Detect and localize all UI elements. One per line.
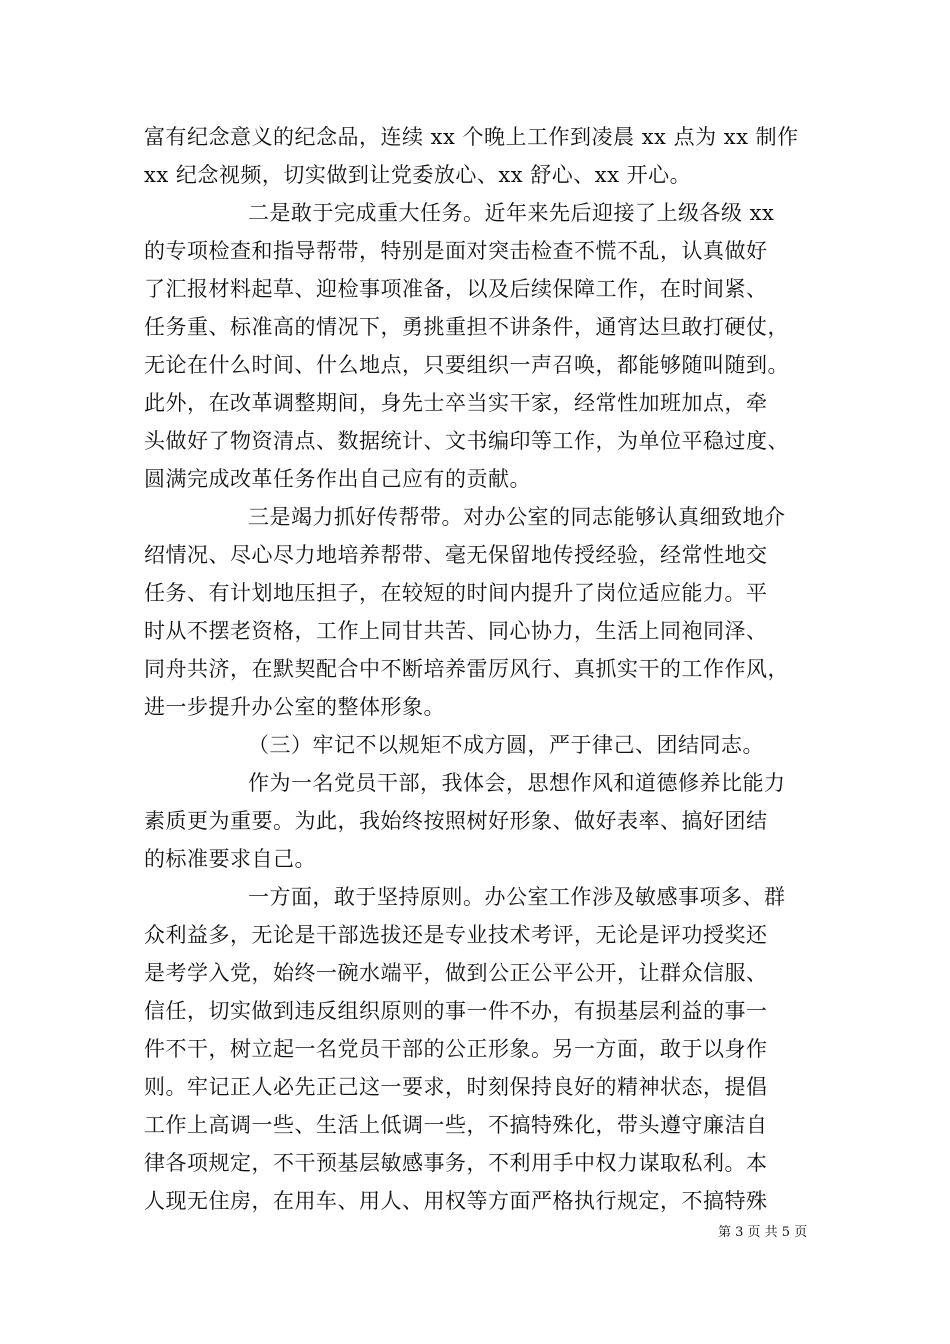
text-line: 件不干，树立起一名党员干部的公正形象。另一方面，敢于以身作 [144,1037,768,1061]
text-line: 素质更为重要。为此，我始终按照树好形象、做好表率、搞好团结 [144,809,768,833]
text-line: 任务重、标准高的情况下，勇挑重担不讲条件，通宵达旦敢打硬仗， [144,315,789,339]
text-line: 进一步提升办公室的整体形象。 [144,695,445,719]
text-line: 作为一名党员干部，我体会，思想作风和道德修养比能力 [248,771,786,795]
text-line: 富有纪念意义的纪念品，连续 xx 个晚上工作到凌晨 xx 点为 xx 制作 [144,125,799,149]
text-line: 是考学入党，始终一碗水端平，做到公正公平公开，让群众信服、 [144,961,768,985]
text-line: 同舟共济，在默契配合中不断培养雷厉风行、真抓实干的工作作风， [144,657,789,681]
text-line: 的专项检查和指导帮带，特别是面对突击检查不慌不乱，认真做好 [144,239,768,263]
text-line: 头做好了物资清点、数据统计、文书编印等工作，为单位平稳过度、 [144,429,789,453]
text-line: xx 纪念视频，切实做到让党委放心、xx 舒心、xx 开心。 [144,163,692,187]
text-line: 此外，在改革调整期间，身先士卒当实干家，经常性加班加点，牵 [144,391,768,415]
text-line: 任务、有计划地压担子，在较短的时间内提升了岗位适应能力。平 [144,581,768,605]
text-line: 律各项规定，不干预基层敏感事务，不利用手中权力谋取私利。本 [144,1151,768,1175]
text-line: 了汇报材料起草、迎检事项准备，以及后续保障工作，在时间紧、 [144,277,768,301]
text-line: 则。牢记正人必先正己这一要求，时刻保持良好的精神状态，提倡 [144,1075,768,1099]
text-line: 信任，切实做到违反组织原则的事一件不办，有损基层利益的事一 [144,999,768,1023]
text-line: 绍情况、尽心尽力地培养帮带、毫无保留地传授经验，经常性地交 [144,543,768,567]
section-heading: （三）牢记不以规矩不成方圆，严于律己、团结同志。 [248,733,764,757]
page-number: 第 3 页 共 5 页 [718,1225,808,1240]
text-line: 时从不摆老资格，工作上同甘共苦、同心协力，生活上同袍同泽、 [144,619,768,643]
text-line: 一方面，敢于坚持原则。办公室工作涉及敏感事项多、群 [248,885,786,909]
text-line: 圆满完成改革任务作出自己应有的贡献。 [144,467,531,491]
text-line: 工作上高调一些、生活上低调一些，不搞特殊化，带头遵守廉洁自 [144,1113,768,1137]
text-line: 三是竭力抓好传帮带。对办公室的同志能够认真细致地介 [248,505,786,529]
text-line: 众利益多，无论是干部选拔还是专业技术考评，无论是评功授奖还 [144,923,768,947]
text-line: 人现无住房，在用车、用人、用权等方面严格执行规定，不搞特殊 [144,1189,768,1213]
text-line: 二是敢于完成重大任务。近年来先后迎接了上级各级 xx [248,201,775,225]
text-line: 的标准要求自己。 [144,847,316,871]
text-line: 无论在什么时间、什么地点，只要组织一声召唤，都能够随叫随到。 [144,353,789,377]
